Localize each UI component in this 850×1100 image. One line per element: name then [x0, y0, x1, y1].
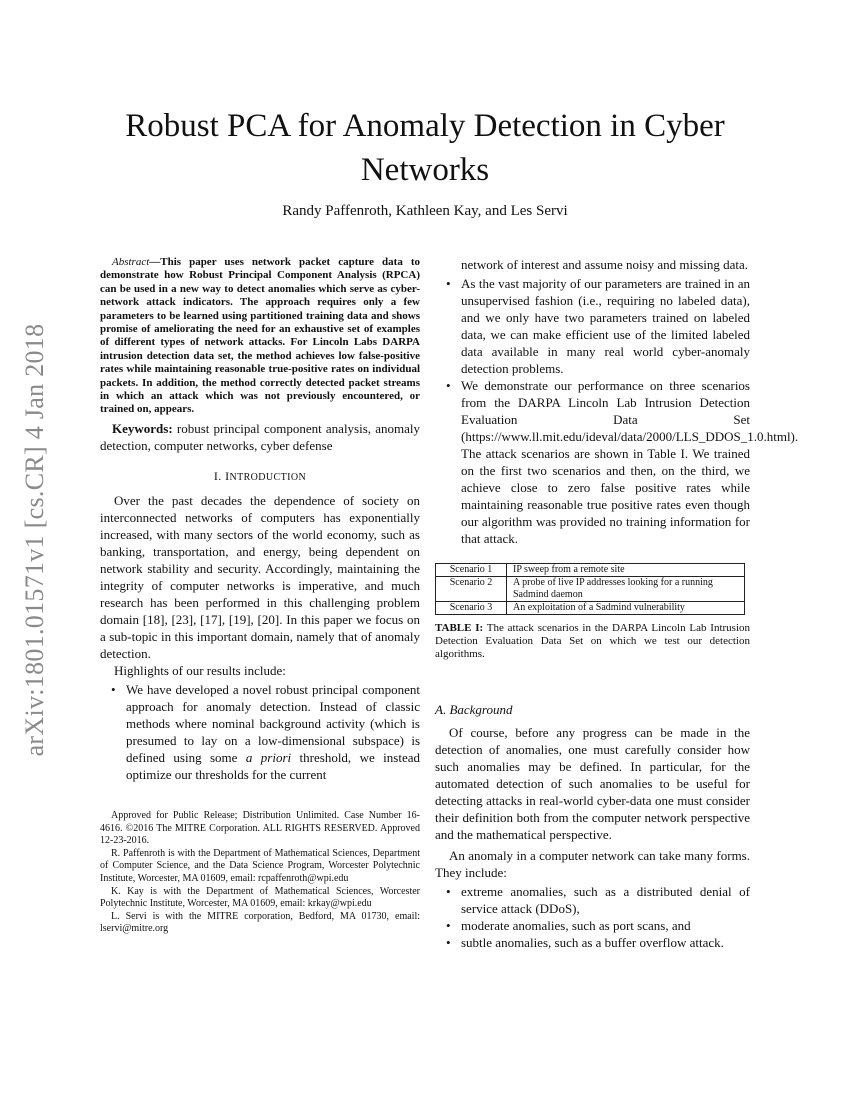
section-heading-introduction: [100, 468, 420, 486]
keywords-label: Keywords:: [112, 420, 173, 436]
highlights-list-continued: [435, 275, 799, 547]
abstract: [100, 256, 420, 417]
background-paragraph-1: Of course, before any progress can be made in the detection of anomalies, one must carefully consider how such anomalies may be defined. In particular, for the automated detection of such anomalies to be useful for detecting attacks in real-world cyber-data one must consider their definition both from the computer network perspective and the mathematical perspective.: [435, 725, 750, 842]
paper-title: [100, 104, 750, 192]
intro-heading-sc: NTRODUCTION: [229, 471, 307, 483]
author-list: Randy Paffenroth, Kathleen Kay, and Les Servi: [282, 203, 568, 219]
arxiv-identifier: arXiv:1801.01571v1 [cs.CR] 4 Jan 2018: [20, 323, 49, 757]
list-item: • We demonstrate our performance on three scenarios from the DARPA Lincoln Lab Intrusion Detection Evaluation Data Set (https://www.ll.mit.edu/ideval/data/2000/LLS_DDOS_1.0.html). The attack scenarios are shown in Table I. We trained on the first two scenarios and then, on the third, we achieve close to zero false positive rates while maintaining reasonable true positive rates even though our algorithm was provided no training information for that attack.: [435, 377, 750, 547]
table-row: [436, 602, 745, 615]
left-column: [100, 256, 420, 783]
keywords-text: robust principal component analysis, anomaly detection, computer networks, cyber defense: [100, 420, 420, 453]
table-caption: [435, 622, 750, 661]
table-row: [436, 564, 745, 577]
list-item: [100, 681, 420, 783]
footnote-paffenroth: R. Paffenroth is with the Department of Mathematical Sciences, Department of Computer Science, and the Data Science Program, Worcester Polytechnic Institute, Worcester, MA 01609, email: rcpaffenroth@wpi.edu: [100, 847, 420, 884]
table-cell-scenario: Scenario 3: [436, 602, 507, 615]
title-line-1: Robust PCA for Anomaly Detection in Cyber: [125, 108, 725, 144]
bullet1-part-a: We have developed a novel robust principal component approach for anomaly detection. Instead of classic methods where nominal background activity (which is presumed to lay on a low-dimensional subspace) is defined using some: [126, 681, 420, 765]
list-item: • extreme anomalies, such as a distributed denial of service attack (DDoS),: [435, 883, 750, 917]
table-cell-scenario: Scenario 2: [436, 577, 507, 602]
highlights-list: [100, 681, 420, 783]
table-cell-scenario: Scenario 1: [436, 564, 507, 577]
abstract-body: —This paper uses network packet capture data to demonstrate how Robust Principal Component Analysis (RPCA) can be used in a new way to detect anomalies which serve as cyber-network attack indicators. The approach requires only a few parameters to be learned using partitioned training data and shows promise of ameliorating the need for an exhaustive set of examples of different types of network attacks. For Lincoln Labs DARPA intrusion detection data set, the method achieves low false-positive rates while maintaining reasonable true-positive rates on individual packets. In addition, the method correctly detected packet streams in which an attack which was not previously encountered, or trained on, appears.: [100, 256, 420, 416]
table-cell-description: An exploitation of a Sadmind vulnerability: [507, 602, 745, 615]
arxiv-sidebar: [8, 300, 62, 780]
bullet1-emphasis: a priori: [245, 749, 292, 765]
intro-paragraph: Over the past decades the dependence of society on interconnected networks of computers has exponentially increased, with many sectors of the world economy, such as banking, transportation, and energy, being dependent on network stability and security. Accordingly, maintaining the integrity of computer networks is imperative, and much research has been performed in this challenging problem domain [18], [23], [17], [19], [20]. In this paper we focus on a sub-topic in this important domain, namely that of anomaly detection.: [100, 492, 420, 661]
abstract-lead: Abstract: [112, 256, 150, 268]
list-item: • subtle anomalies, such as a buffer overflow attack.: [435, 934, 750, 951]
table-row: [436, 577, 745, 602]
bullet1-part-b: threshold, we instead optimize our thresholds for the current: [126, 749, 420, 782]
keywords: [100, 420, 420, 454]
table-caption-label: TABLE I:: [435, 622, 484, 634]
anomaly-types-list: [435, 883, 750, 951]
table-cell-description: A probe of live IP addresses looking for a running Sadmind daemon: [507, 577, 745, 602]
bullet1-continuation: network of interest and assume noisy and missing data.: [461, 257, 749, 272]
subsection-heading-background: A. Background: [435, 702, 513, 717]
background-paragraph-2: An anomaly in a computer network can take many forms. They include:: [435, 848, 750, 880]
footnote-servi: L. Servi is with the MITRE corporation, Bedford, MA 01730, email: lservi@mitre.org: [100, 910, 420, 935]
footnote-approval: Approved for Public Release; Distribution Unlimited. Case Number 16-4616. ©2016 The MITRE Corporation. ALL RIGHTS RESERVED. Approved 12-23-2016.: [100, 810, 420, 847]
highlights-intro: Highlights of our results include:: [114, 662, 286, 678]
footnote-kay: K. Kay is with the Department of Mathematical Sciences, Worcester Polytechnic Institute, Worcester, MA 01609, email: krkay@wpi.edu: [100, 885, 420, 910]
table-caption-text: The attack scenarios in the DARPA Lincoln Lab Intrusion Detection Evaluation Data Set on which we test our detection algorithms.: [435, 622, 750, 660]
scenario-table: [435, 563, 745, 615]
title-line-2: Networks: [360, 152, 490, 188]
list-item: • As the vast majority of our parameters are trained in an unsupervised fashion (i.e., requiring no labeled data), and we only have two parameters trained on labeled data, we can make efficient use of the limited labeled data available in many real world cyber-anomaly detection problems.: [435, 275, 750, 377]
right-column: [435, 256, 799, 951]
list-item: • moderate anomalies, such as port scans, and: [435, 917, 750, 934]
table-cell-description: IP sweep from a remote site: [507, 564, 745, 577]
footnotes: [100, 810, 420, 936]
intro-heading-num: I. I: [213, 468, 230, 483]
